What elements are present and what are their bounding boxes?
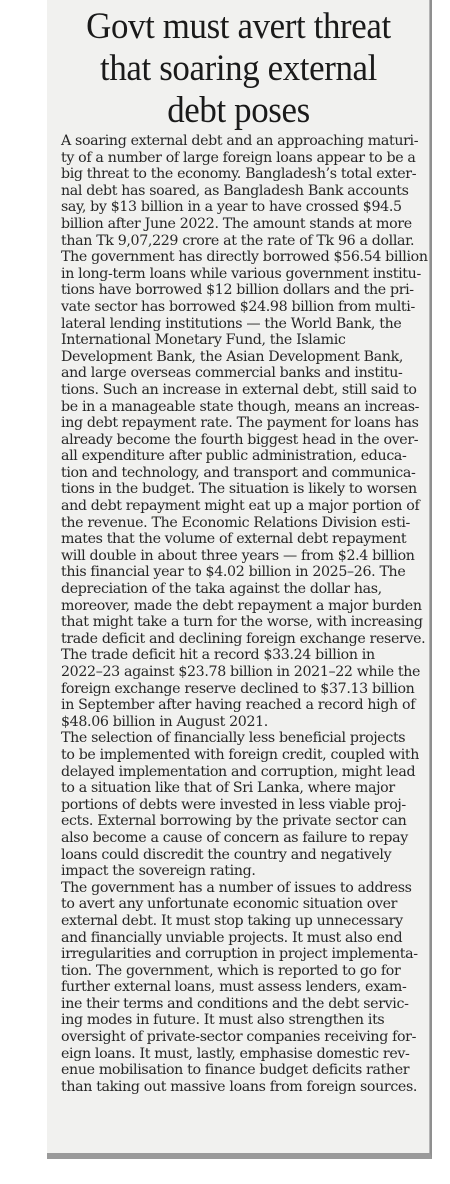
text-line: than taking out massive loans from foreign sources. xyxy=(61,1078,418,1095)
text-line: ing modes in future. It must also strengthen its xyxy=(61,1012,385,1029)
text-line: ects. External borrowing by the private sector can xyxy=(61,813,407,830)
text-line: the revenue. The Economic Relations Division esti- xyxy=(61,514,410,531)
text-line: will double in about three years — from $2.4 billion xyxy=(61,547,415,564)
text-line: in September after having reached a record high of xyxy=(61,697,416,714)
text-line: lateral lending institutions — the World Bank, the xyxy=(61,315,402,332)
text-line: vate sector has borrowed $24.98 billion from multi- xyxy=(61,298,415,315)
text-line: than Tk 9,07,229 crore at the rate of Tk 96 a dollar. xyxy=(61,232,415,249)
text-line: portions of debts were invested in less viable proj- xyxy=(61,796,406,813)
text-line: be in a manageable state though, means an increas- xyxy=(61,398,420,415)
article-headline xyxy=(60,0,416,132)
text-line: billion after June 2022. The amount stands at more xyxy=(61,215,412,232)
text-line: mates that the volume of external debt repayment xyxy=(61,531,407,548)
text-line: loans could discredit the country and negatively xyxy=(61,846,392,863)
text-line: external debt. It must stop taking up unnecessary xyxy=(61,912,403,929)
text-line: oversight of private-sector companies receiving for- xyxy=(61,1029,417,1046)
article-paragraph xyxy=(61,880,422,1096)
text-line: Development Bank, the Asian Development Bank, xyxy=(61,348,404,365)
text-line: $48.06 billion in August 2021. xyxy=(61,713,268,730)
headline-line: Govt must avert threat xyxy=(86,6,391,47)
text-line: The government has directly borrowed $56.54 billion xyxy=(61,249,428,266)
text-line: irregularities and corruption in project implementa- xyxy=(61,946,418,963)
text-line: A soaring external debt and an approaching maturi- xyxy=(61,133,419,149)
text-line: big threat to the economy. Bangladesh’s total exter- xyxy=(61,166,417,183)
text-line: enue mobilisation to finance budget deficits rather xyxy=(61,1062,410,1079)
text-line: to be implemented with foreign credit, coupled with xyxy=(61,746,420,763)
text-line: nal debt has soared, as Bangladesh Bank accounts xyxy=(61,182,409,199)
text-line: in long-term loans while various government institu- xyxy=(61,265,421,282)
text-line: ine their terms and conditions and the debt servic- xyxy=(61,995,409,1012)
text-line: tion and technology, and transport and communica- xyxy=(61,464,416,481)
text-line: further external loans, must assess lenders, exam- xyxy=(61,979,407,996)
text-line: tions have borrowed $12 billion dollars and the pri- xyxy=(61,282,414,299)
text-line: also become a cause of concern as failure to repay xyxy=(61,829,408,846)
text-line: tion. The government, which is reported to go for xyxy=(61,962,401,979)
text-line: foreign exchange reserve declined to $37.13 billion xyxy=(61,680,415,697)
text-line: 2022–23 against $23.78 billion in 2021–22 while the xyxy=(61,664,421,680)
text-line: impact the sovereign rating. xyxy=(61,863,256,880)
article-paragraph xyxy=(61,133,428,730)
text-line: The selection of financially less beneficial projects xyxy=(61,730,406,747)
text-line: The government has a number of issues to address xyxy=(61,879,412,896)
editorial-article xyxy=(47,0,432,1159)
text-line: International Monetary Fund, the Islamic xyxy=(61,332,346,349)
text-line: to avert any unfortunate economic situation over xyxy=(61,896,398,913)
article-paragraph xyxy=(61,730,422,879)
text-line: ing debt repayment rate. The payment for loans has xyxy=(61,415,419,432)
headline-line: that soaring external xyxy=(100,48,377,89)
text-line: this financial year to $4.02 billion in 2025–26. The xyxy=(61,564,406,581)
text-line: to a situation like that of Sri Lanka, where major xyxy=(61,780,395,797)
text-line: and financially unviable projects. It must also end xyxy=(61,929,403,946)
text-line: The trade deficit hit a record $33.24 billion in xyxy=(61,647,375,664)
text-line: trade deficit and declining foreign exchange reserve. xyxy=(61,630,426,647)
text-line: delayed implementation and corruption, might lead xyxy=(61,763,416,780)
text-line: tions. Such an increase in external debt, still said to xyxy=(61,381,417,398)
article-body xyxy=(47,133,430,1095)
text-line: say, by $13 billion in a year to have crossed $94.5 xyxy=(61,199,402,216)
text-line: already become the fourth biggest head in the over- xyxy=(61,431,419,448)
text-line: moreover, made the debt repayment a major burden xyxy=(61,597,422,614)
text-line: and debt repayment might eat up a major portion of xyxy=(61,498,420,515)
text-line: and large overseas commercial banks and institu- xyxy=(61,365,403,382)
text-line: ty of a number of large foreign loans appear to be a xyxy=(61,149,416,166)
text-line: depreciation of the taka against the dollar has, xyxy=(61,581,382,598)
text-line: all expenditure after public administration, educa- xyxy=(61,448,407,465)
text-line: eign loans. It must, lastly, emphasise domestic rev- xyxy=(61,1045,410,1062)
text-line: that might take a turn for the worse, with increasing xyxy=(61,614,423,631)
headline-line: debt poses xyxy=(167,90,310,131)
text-line: tions in the budget. The situation is likely to worsen xyxy=(61,481,417,498)
